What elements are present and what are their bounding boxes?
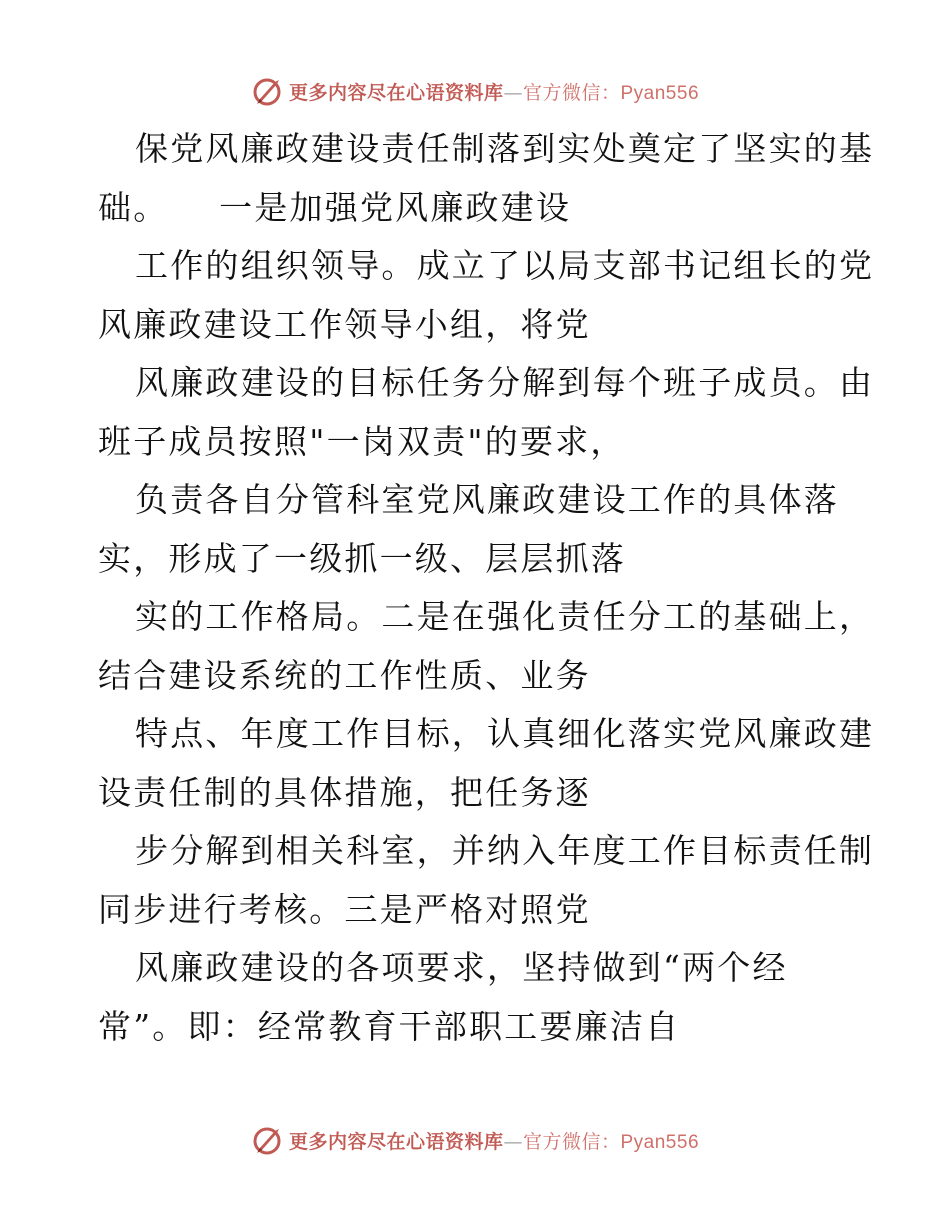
text-line: 保党风廉政建设责任制落到实处奠定了坚实的基: [135, 129, 875, 168]
text-line: 负责各自分管科室党风廉政建设工作的具体落: [135, 480, 839, 519]
text-line: 风廉政建设的目标任务分解到每个班子成员。由: [135, 363, 875, 402]
text-line: 实的工作格局。二是在强化责任分工的基础上，: [135, 597, 875, 636]
header-banner-text: 更多内容尽在心语资料库—官方微信：Pyan556: [288, 81, 700, 104]
footer-banner-text: 更多内容尽在心语资料库—官方微信：Pyan556: [288, 1130, 700, 1153]
text-line: 风廉政建设的各项要求，坚持做到“两个经: [135, 948, 788, 987]
text-line: 特点、年度工作目标，认真细化落实党风廉政建: [135, 714, 875, 753]
text-line: 实，形成了一级抓一级、层层抓落: [98, 538, 626, 578]
text-line: 工作的组织领导。成立了以局支部书记组长的党: [135, 246, 875, 285]
text-line: 班子成员按照"一岗双责"的要求，: [98, 421, 626, 461]
header-banner: [0, 71, 950, 111]
pen-logo-icon: [251, 1123, 285, 1157]
text-line: 设责任制的具体措施，把任务逐: [98, 772, 591, 812]
text-line: 常”。即：经常教育干部职工要廉洁自: [98, 1006, 681, 1046]
text-line: 础。 一是加强党风廉政建设: [98, 187, 572, 227]
text-line: 结合建设系统的工作性质、业务: [98, 655, 591, 695]
text-line: 同步进行考核。三是严格对照党: [98, 889, 591, 929]
text-line: 步分解到相关科室，并纳入年度工作目标责任制: [135, 831, 875, 870]
document-body: [98, 120, 875, 1056]
text-line: 风廉政建设工作领导小组，将党: [98, 304, 591, 344]
pen-logo-icon: [251, 74, 285, 108]
footer-banner: [0, 1120, 950, 1160]
